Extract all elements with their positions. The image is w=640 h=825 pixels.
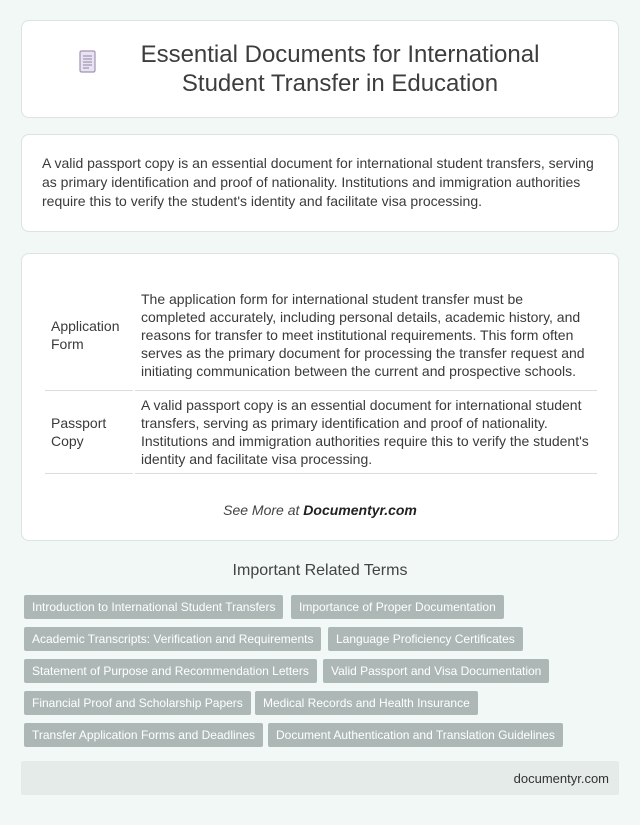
related-terms-title: Important Related Terms: [232, 562, 408, 579]
related-term-tag[interactable]: Medical Records and Health Insurance: [255, 691, 478, 715]
intro-text: A valid passport copy is an essential document for international student transfers, serving as primary identification and proof of nationality. Institutions and immigration authorities require this to verify the student's identity and facilitate visa processing.: [42, 155, 594, 209]
related-term-tag[interactable]: Statement of Purpose and Recommendation Letters: [24, 659, 317, 683]
see-more-site[interactable]: Documentyr.com: [303, 502, 417, 518]
footer-site[interactable]: documentyr.com: [513, 771, 609, 786]
table-term: Passport Copy: [45, 391, 133, 474]
intro-card: [21, 134, 619, 232]
table-description: The application form for international student transfer must be completed accurately, including personal details, academic history, and reasons for transfer to meet institutional requirements. This form often serves as the primary document for processing the transfer request and initiating communication between the current and prospective schools.: [135, 279, 597, 391]
see-more-link[interactable]: [22, 502, 618, 518]
table-description: A valid passport copy is an essential document for international student transfers, serving as primary identification and proof of nationality. Institutions and immigration authorities require this to verify the student's identity and facilitate visa processing.: [135, 391, 597, 474]
related-term-tag[interactable]: Language Proficiency Certificates: [328, 627, 523, 651]
documents-table: [43, 279, 599, 474]
related-term-tag[interactable]: Valid Passport and Visa Documentation: [323, 659, 549, 683]
table-row: [45, 391, 597, 474]
related-term-tag[interactable]: Importance of Proper Documentation: [291, 595, 504, 619]
page-title: Essential Documents for International Student Transfer in Education: [140, 41, 540, 97]
documents-table-card: [21, 253, 619, 541]
footer: [21, 761, 619, 795]
related-term-tag[interactable]: Introduction to International Student Transfers: [24, 595, 283, 619]
table-row: [45, 279, 597, 391]
related-term-tag[interactable]: Document Authentication and Translation Guidelines: [268, 723, 563, 747]
related-term-tag[interactable]: Transfer Application Forms and Deadlines: [24, 723, 263, 747]
see-more-prefix: See More at: [223, 502, 304, 518]
header-card: [21, 20, 619, 118]
related-term-tag[interactable]: Academic Transcripts: Verification and Requirements: [24, 627, 321, 651]
table-term: Application Form: [45, 279, 133, 391]
related-term-tag[interactable]: Financial Proof and Scholarship Papers: [24, 691, 251, 715]
